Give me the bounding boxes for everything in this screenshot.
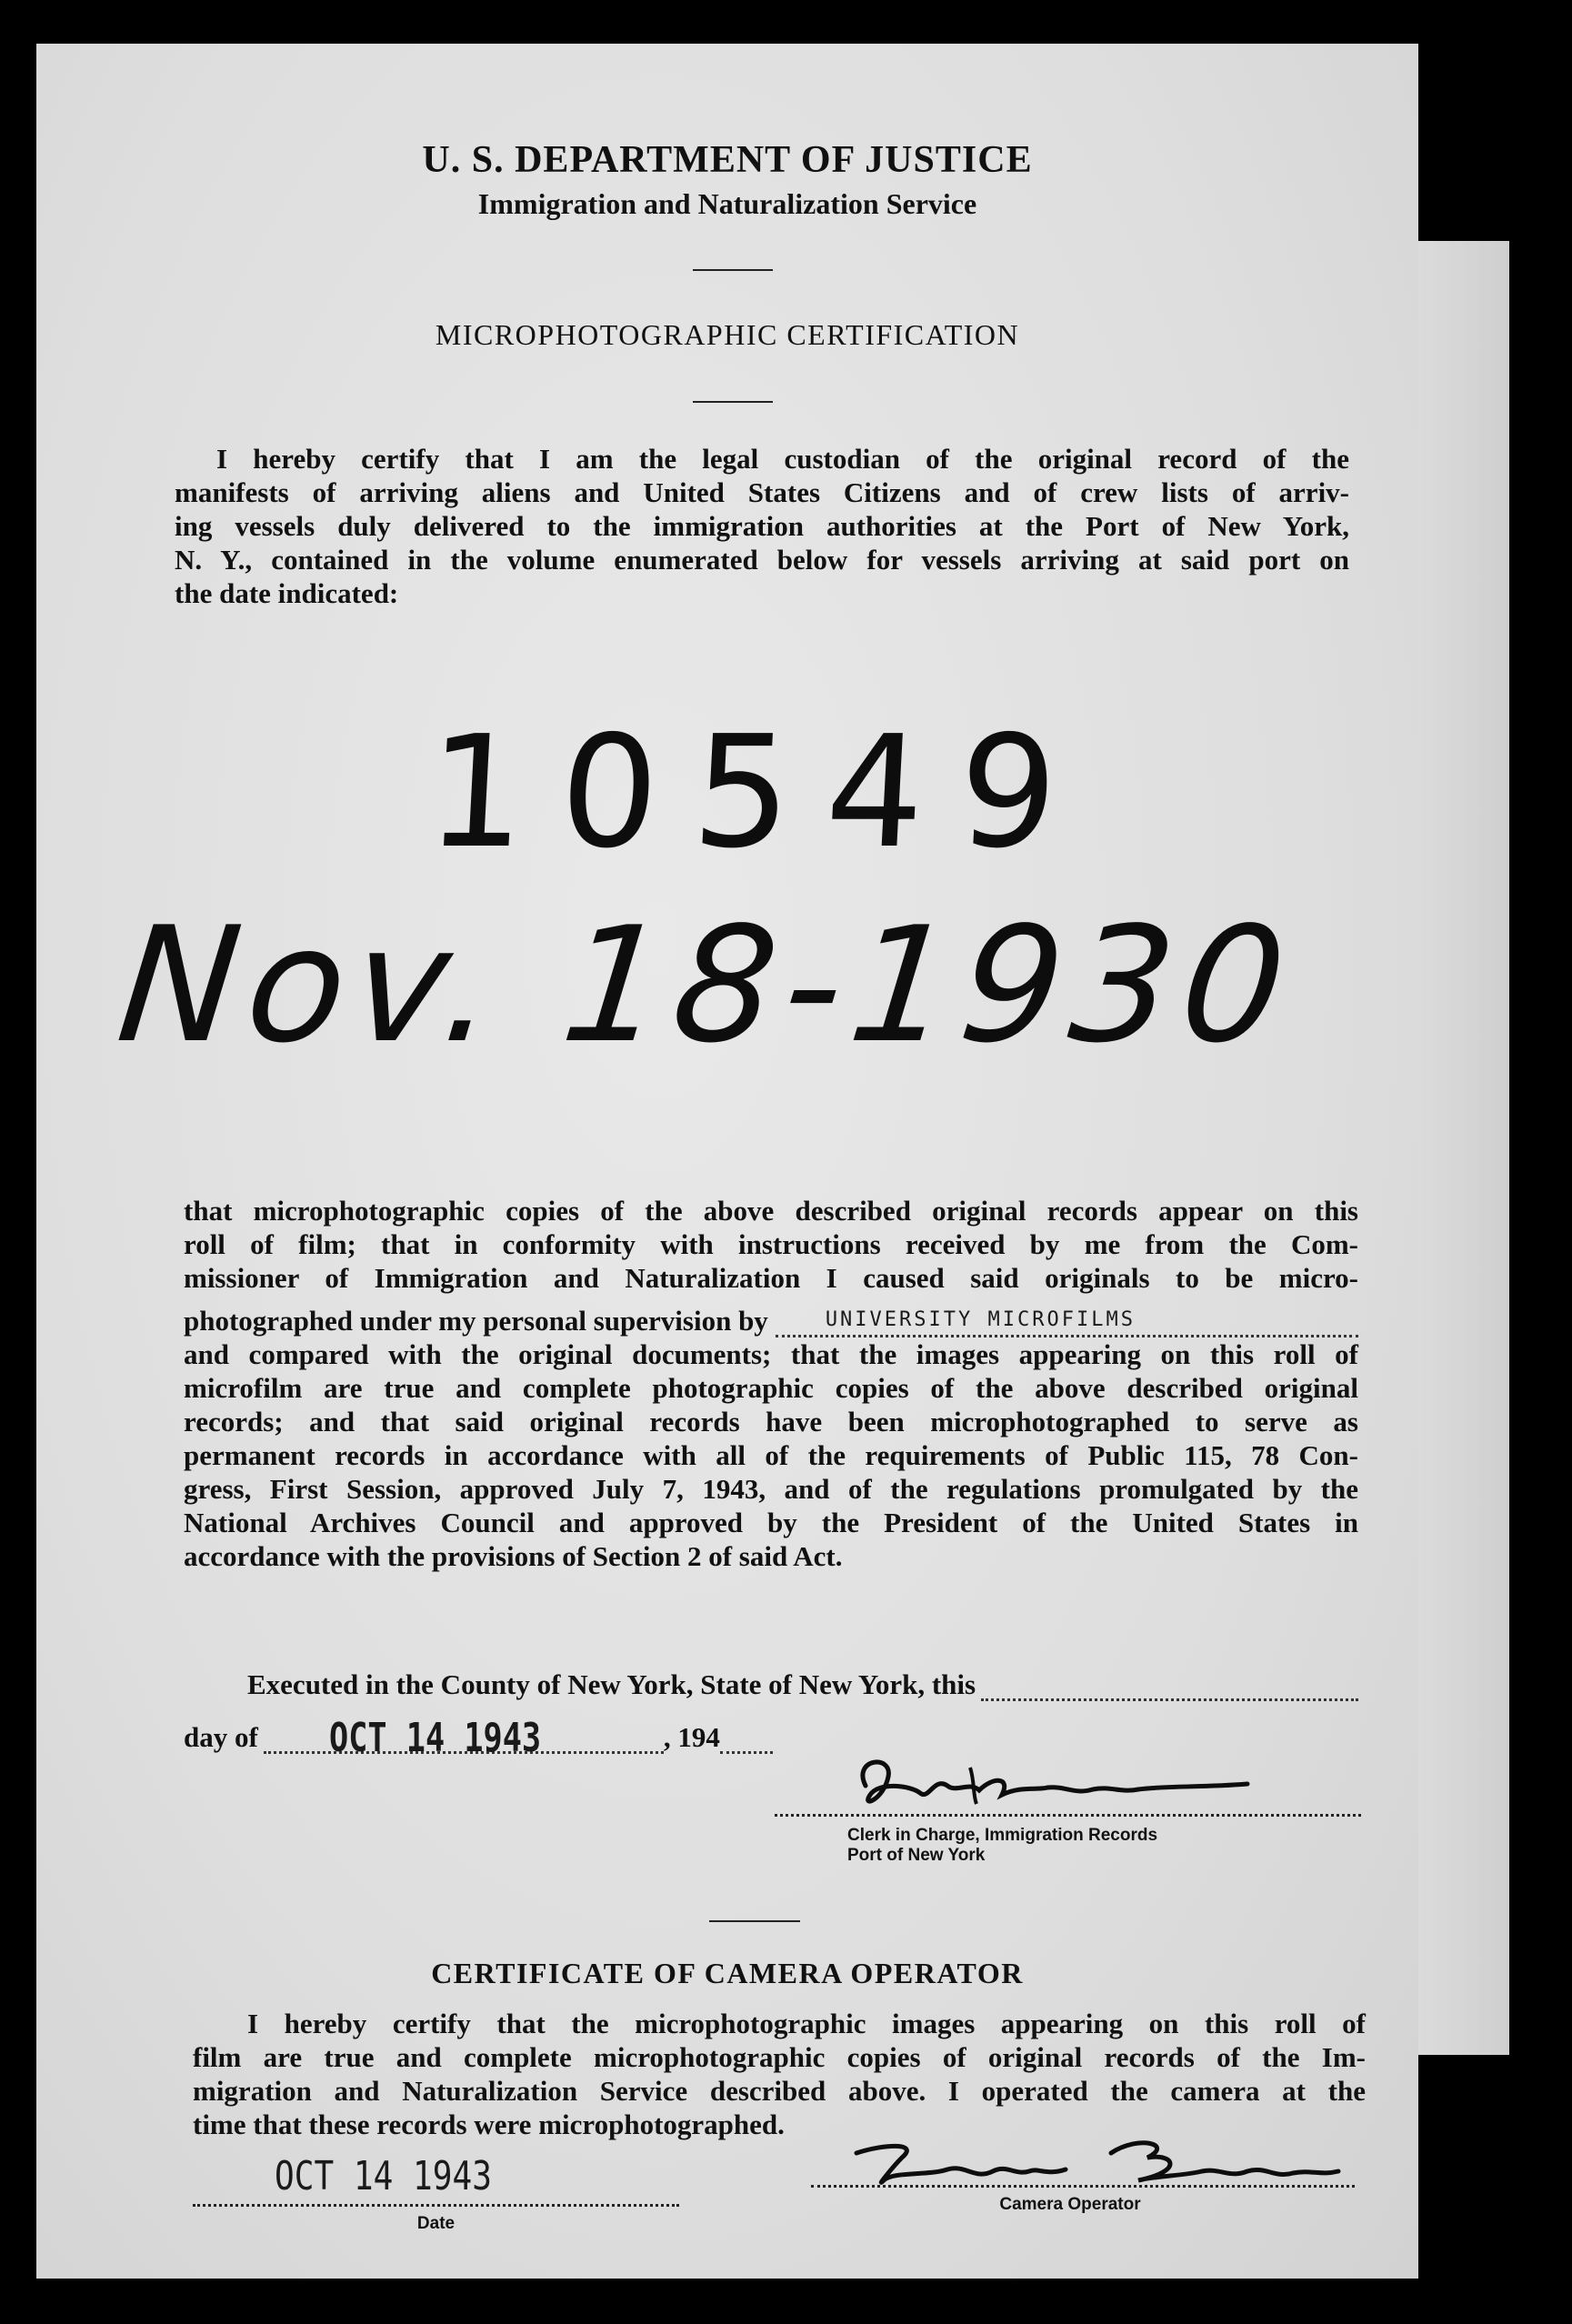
intro-line: the date indicated: (175, 577, 399, 609)
body-line: accordance with the provisions of Section 2 of said Act. (184, 1540, 843, 1572)
camera-line: time that these records were microphotographed. (193, 2109, 785, 2140)
intro-line: manifests of arriving aliens and United States Citizens and of crew lists of arriv- (175, 476, 1349, 508)
intro-line: ing vessels duly delivered to the immigration authorities at the Port of New York, (175, 510, 1349, 542)
supervision-line (184, 1304, 1358, 1337)
intro-paragraph (175, 442, 1349, 610)
handwritten-volume-number: 10549 (422, 703, 1096, 883)
body-paragraph (184, 1194, 1358, 1573)
clerk-port: Port of New York (847, 1846, 986, 1865)
divider (693, 269, 773, 271)
divider (709, 1920, 800, 1922)
service-heading: Immigration and Naturalization Service (477, 187, 977, 220)
year-fill (720, 1731, 773, 1754)
executed-fill (981, 1678, 1358, 1701)
intro-line: N. Y., contained in the volume enumerated below for vessels arriving at said port on (175, 544, 1349, 576)
camera-certificate-paragraph (193, 2007, 1366, 2141)
operator-date-block (193, 2153, 679, 2234)
operator-date-stamp: OCT 14 1943 (275, 2153, 492, 2199)
handwritten-date: Nov. 18-1930 (110, 894, 1303, 1078)
day-of-fill (264, 1715, 664, 1761)
operator-signature (775, 2126, 1366, 2199)
camera-line: I hereby certify that the microphotographic images appearing on this roll of (247, 2008, 1366, 2039)
body-line: that microphotographic copies of the above described original records appear on this (184, 1195, 1358, 1227)
body-line: microfilm are true and complete photographic copies of the above described original (184, 1372, 1358, 1404)
certificate-page (36, 44, 1418, 2279)
body-line: and compared with the original documents; that the images appearing on this roll of (184, 1338, 1358, 1370)
camera-line: film are true and complete microphotographic copies of original records of the Im- (193, 2041, 1366, 2073)
divider (693, 401, 773, 403)
operator-date-line (193, 2204, 679, 2207)
clerk-signature-block (775, 1749, 1361, 1866)
certification-title: MICROPHOTOGRAPHIC CERTIFICATION (435, 318, 1020, 351)
operator-label: Camera Operator (999, 2195, 1141, 2214)
clerk-signature (775, 1749, 1361, 1822)
clerk-title: Clerk in Charge, Immigration Records (847, 1826, 1158, 1845)
executed-line (247, 1668, 1358, 1701)
body-line: permanent records in accordance with all of the requirements of Public 115, 78 Con- (184, 1439, 1358, 1471)
supervision-label: photographed under my personal supervision by (184, 1305, 768, 1337)
microfilm-company: UNIVERSITY MICROFILMS (825, 1308, 1136, 1331)
date-label: Date (416, 2214, 456, 2233)
body-line: National Archives Council and approved by the President of the United States in (184, 1507, 1358, 1538)
day-of-label: day of (184, 1721, 258, 1753)
day-of-line (184, 1715, 838, 1761)
intro-line: I hereby certify that I am the legal custodian of the original record of the (216, 443, 1349, 475)
operator-signature-block (775, 2126, 1366, 2215)
body-line: records; and that said original records have been microphotographed to serve as (184, 1406, 1358, 1437)
body-line: missioner of Immigration and Naturalization I caused said originals to be micro- (184, 1262, 1358, 1294)
execution-date-stamp: OCT 14 1943 (328, 1715, 541, 1761)
executed-text: Executed in the County of New York, State of New York, this (247, 1668, 976, 1700)
body-line: gress, First Session, approved July 7, 1943, and of the regulations promulgated by the (184, 1473, 1358, 1505)
camera-certificate-title: CERTIFICATE OF CAMERA OPERATOR (431, 1957, 1024, 1989)
body-line: roll of film; that in conformity with instructions received by me from the Com- (184, 1228, 1358, 1260)
department-heading: U. S. DEPARTMENT OF JUSTICE (422, 139, 1033, 181)
camera-line: migration and Naturalization Service described above. I operated the camera at the (193, 2075, 1366, 2107)
year-suffix: , 194 (663, 1721, 720, 1753)
supervision-fill (776, 1308, 1358, 1337)
